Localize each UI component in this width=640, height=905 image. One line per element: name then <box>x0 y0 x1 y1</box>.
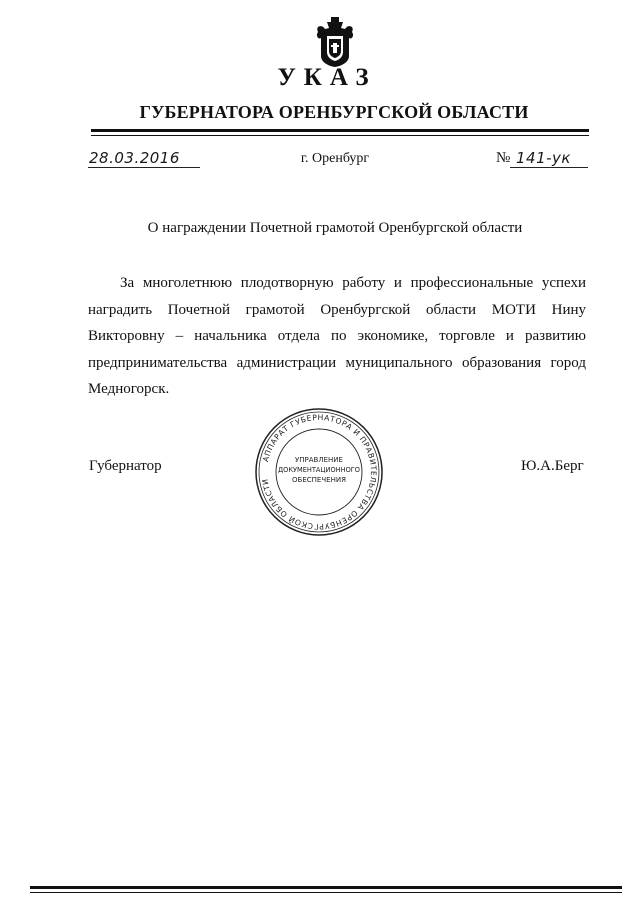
document-type-title: УКАЗ <box>277 64 377 91</box>
document-number: 141-ук <box>516 149 571 167</box>
seal-ring-text: АППАРАТ ГУБЕРНАТОРА И ПРАВИТЕЛЬСТВА ОРЕНБУРГСКОЙ ОБЛАСТИ <box>260 412 379 532</box>
number-underline <box>510 167 588 168</box>
date-underline <box>88 167 200 168</box>
seal-center-line-3: ОБЕСПЕЧЕНИЯ <box>292 476 346 484</box>
seal-center-line-1: УПРАВЛЕНИЕ <box>295 456 343 464</box>
official-seal <box>253 406 385 538</box>
signatory-name: Ю.А.Берг <box>521 458 584 474</box>
issuer-subtitle: ГУБЕРНАТОРА ОРЕНБУРГСКОЙ ОБЛАСТИ <box>139 102 529 122</box>
number-label: № <box>496 150 511 166</box>
document-body: За многолетнюю плодотворную работу и профессиональные успехи наградить Почетной грамотой Оренбургской области МОТИ Нину Викторовну – начальника отдела по экономике, торговле и развитию предпринимательства администрации муниципального образования город Медногорск. <box>88 275 586 397</box>
document-date: 28.03.2016 <box>89 149 180 167</box>
coat-of-arms-icon <box>314 16 356 68</box>
footer-divider-thin <box>30 892 622 893</box>
header-divider-thick <box>91 129 589 132</box>
header-divider-thin <box>91 135 589 136</box>
signatory-role: Губернатор <box>89 458 162 474</box>
seal-center-line-2: ДОКУМЕНТАЦИОННОГО <box>278 466 360 474</box>
document-city: г. Оренбург <box>300 151 370 166</box>
footer-divider-thick <box>30 886 622 889</box>
document-heading: О награждении Почетной грамотой Оренбургской области <box>147 220 523 236</box>
